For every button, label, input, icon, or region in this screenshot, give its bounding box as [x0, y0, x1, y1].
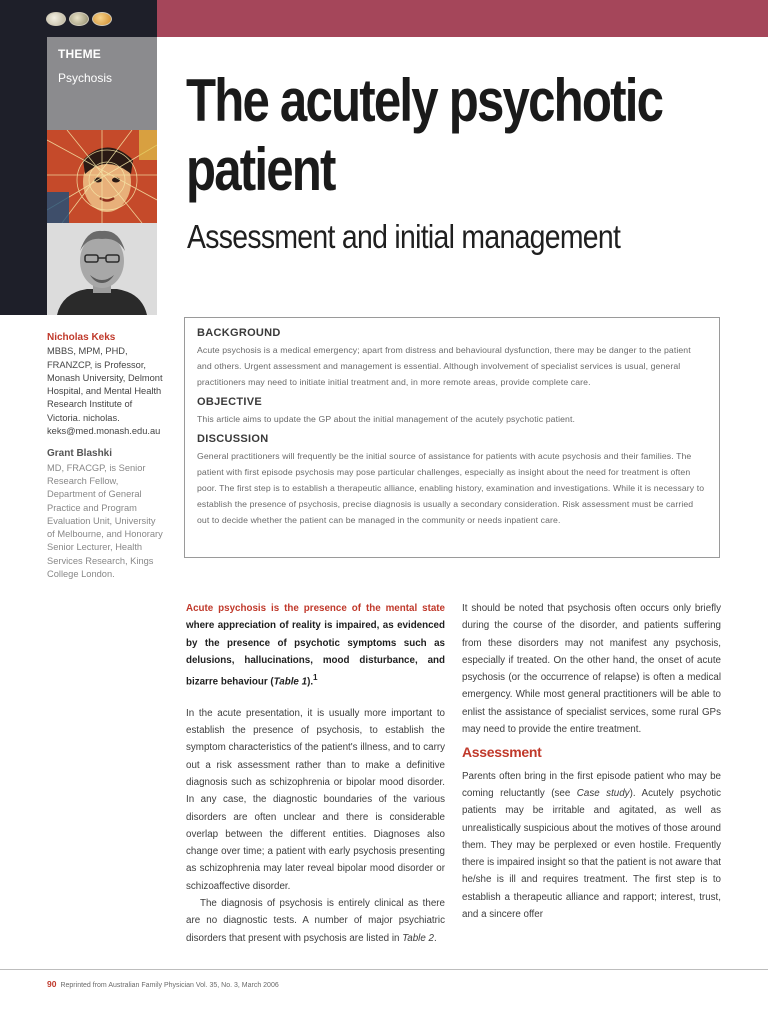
- author-bio: MBBS, MPM, PHD, FRANZCP, is Professor, Monash University, Delmont Hospital, and Mental Health Research Institute of Victoria. nicholas. keks@med.monash.edu.au: [47, 346, 163, 437]
- author-name: Nicholas Keks: [47, 332, 116, 343]
- author-info: [47, 331, 165, 581]
- discussion-text: General practitioners will frequently be the initial source of assistance for patients with acute psychosis and their families. The patient with first episode psychosis may pose particular challenges, especially as insight about the need for treatment is often poor. The first step is to establish a therapeutic alliance, enabling history, examination and investigations. While it is necessary to establish the presence of psychosis, precise diagnosis is usually a secondary consideration. Risk assessment must be carried out to decide whether the patient can be managed in the community or needs inpatient care.: [197, 451, 705, 525]
- body-paragraph: [186, 895, 445, 947]
- lead-text-end: ).: [307, 676, 314, 688]
- background-heading: BACKGROUND: [197, 327, 281, 339]
- journal-logo: [46, 12, 112, 26]
- author-bio: MD, FRACGP, is Senior Research Fellow, Department of General Practice and Program Evaluation Unit, University of Melbourne, and Honorary Senior Lecturer, Health Services Research, Kings College London.: [47, 462, 163, 580]
- page-number: 90: [47, 979, 57, 989]
- citation-superscript[interactable]: 1: [313, 673, 318, 683]
- author-portrait-image: [47, 223, 157, 315]
- objective-heading: OBJECTIVE: [197, 396, 263, 408]
- lead-text: where appreciation of reality is impaired, as evidenced by the presence of psychotic symptoms such as delusions, hallucinations, mood disturbance, and bizarre behaviour (: [186, 620, 445, 688]
- logo-circle-icon: [46, 12, 66, 26]
- table-reference[interactable]: Table 1: [273, 676, 308, 688]
- page-footer: [47, 979, 279, 989]
- logo-circle-icon: [92, 12, 112, 26]
- body-paragraph: It should be noted that psychosis often occurs only briefly during the course of the disorder, and patients suffering from these disorders may not manifest any psychosis, especially if treated. On the other hand, the onset of acute psychosis (or the occurrence of relapse) is often a medical emergency. While most general practitioners will be able to enlist the assistance of specialist services, some rural GPs may need to provide the entire treatment.: [462, 603, 721, 736]
- table-reference[interactable]: Table 2: [402, 932, 434, 944]
- body-text-end: ). Acutely psychotic patients may be irritable and agitated, as well as unrealistically suspicious about the motives of those around them. They may be perplexed or even hostile. Frequently there is impaired insight so that the patient is not aware that he/she is ill and requires treatment. The first step is to establish a therapeutic alliance and rapport; interest, trust, and a sincere offer: [462, 787, 721, 921]
- body-text: The diagnosis of psychosis is entirely clinical as there are no diagnostic tests. A number of major psychiatric disorders that present with psychosis are listed in: [186, 898, 445, 944]
- author-name: Grant Blashki: [47, 448, 113, 460]
- body-text-end: .: [433, 932, 437, 944]
- article-subtitle: Assessment and initial management: [187, 218, 621, 255]
- discussion-heading: DISCUSSION: [197, 433, 269, 445]
- case-study-reference[interactable]: Case study: [576, 787, 630, 799]
- theme-label: THEME: [58, 47, 101, 61]
- objective-text: This article aims to update the GP about the initial management of the acutely psychotic patient.: [197, 414, 576, 424]
- body-column-right: [462, 600, 721, 923]
- logo-circle-icon: [69, 12, 89, 26]
- background-text: Acute psychosis is a medical emergency; apart from distress and behavioural dysfunction, there may be danger to the patient and others. Urgent assessment and management is essential. Although involvement of specialist services is usual, general practitioners may need to initiate initial treatment and, in more remote areas, provide complete care.: [197, 345, 691, 387]
- body-column-left: [186, 600, 445, 947]
- footer-divider: [0, 969, 768, 970]
- theme-value: Psychosis: [58, 71, 113, 85]
- body-text: Parents often bring in the first episode patient who may be coming reluctantly (see: [462, 770, 721, 799]
- abstract-face-image: [47, 130, 157, 223]
- theme-box: [47, 37, 157, 130]
- lead-highlight: Acute psychosis is the presence of the mental state: [186, 603, 445, 614]
- top-color-band: [157, 0, 768, 37]
- abstract-box: [184, 317, 720, 558]
- footer-citation: Reprinted from Australian Family Physician Vol. 35, No. 3, March 2006: [60, 982, 279, 989]
- lead-paragraph: [186, 600, 445, 691]
- section-heading: Assessment: [462, 744, 542, 761]
- body-paragraph: [462, 768, 721, 924]
- article-title: The acutely psychotic patient: [186, 67, 663, 203]
- body-paragraph: In the acute presentation, it is usually more important to establish the presence of psychosis, to establish the symptom characteristics of the patient's illness, and to carry out a risk assessment rather than to make a definitive diagnosis such as schizophrenia or bipolar mood disorder. In any case, the diagnostic boundaries of the various disorders are often unclear and there is considerable overlap between the different entities. Diagnoses also change over time; a patient with early psychosis presenting as schizophrenia may later reveal bipolar mood disorder or schizoaffective disorder.: [186, 707, 445, 892]
